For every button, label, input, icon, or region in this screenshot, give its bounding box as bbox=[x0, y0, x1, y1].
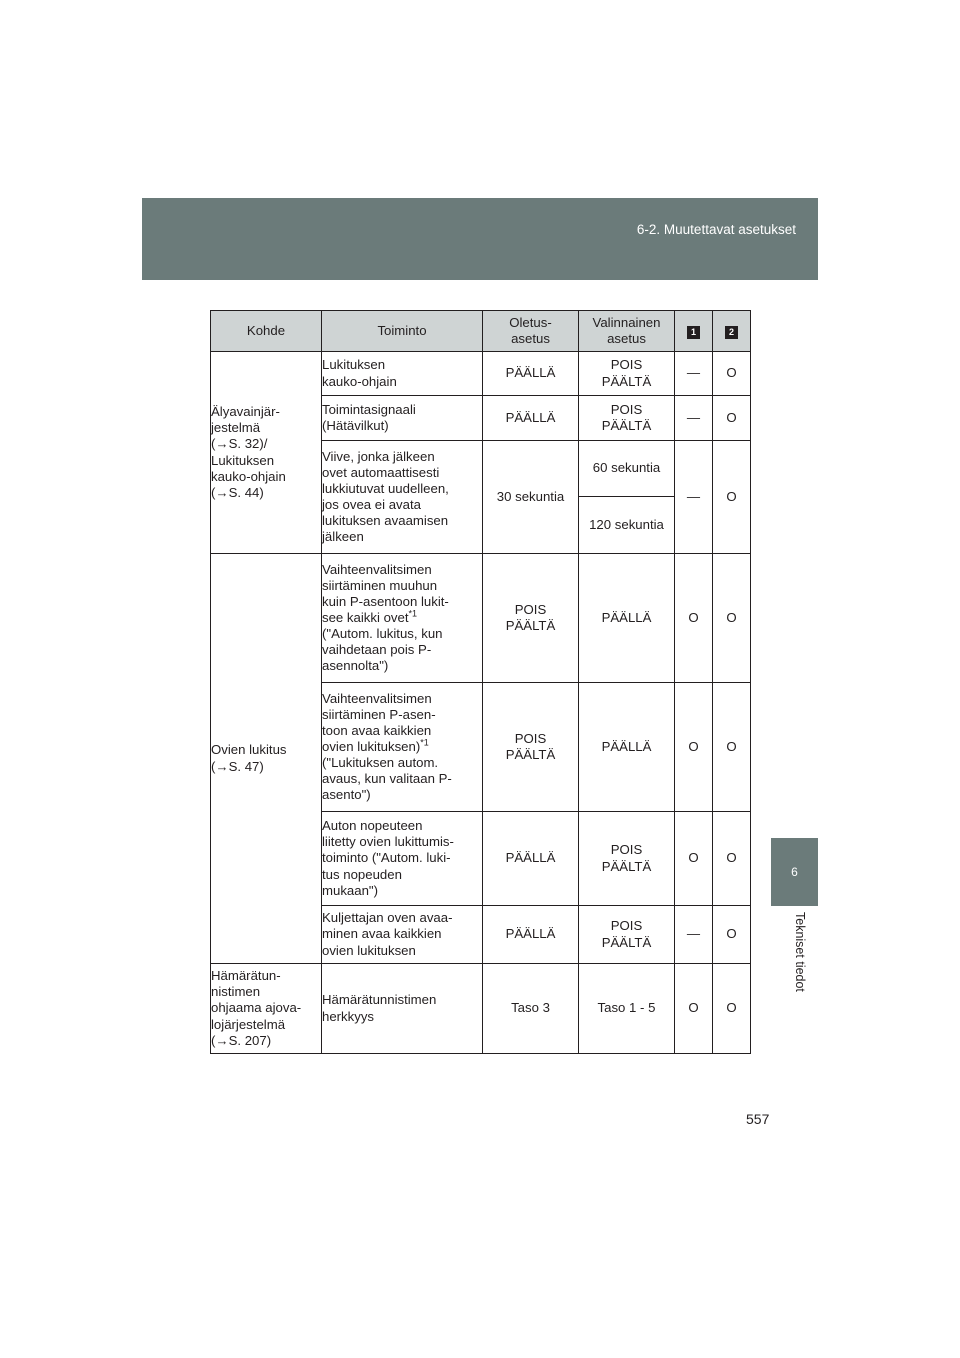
badge-1-icon: 1 bbox=[687, 326, 700, 339]
section-title: 6-2. Muutettavat asetukset bbox=[636, 222, 796, 237]
badge-2-icon: 2 bbox=[725, 326, 738, 339]
header-toiminto: Toiminto bbox=[322, 311, 483, 352]
col2-cell: O bbox=[713, 683, 751, 812]
optional-option-b: 120 sekuntia bbox=[589, 516, 664, 532]
function-cell: Kuljettajan oven avaa- minen avaa kaikkien ovien lukituksen bbox=[322, 906, 483, 964]
header-kohde: Kohde bbox=[211, 311, 322, 352]
page-number: 557 bbox=[746, 1111, 770, 1127]
table-row bbox=[211, 352, 751, 396]
function-cell: Viive, jonka jälkeen ovet automaattisesti lukkiutuvat uudelleen, jos ovea ei avata lukituksen avaamisen jälkeen bbox=[322, 441, 483, 554]
default-cell: PÄÄLLÄ bbox=[483, 812, 579, 906]
function-text: Vaihteenvalitsimen siirtäminen muuhun kuin P-asentoon lukit- see kaikki ovet bbox=[322, 561, 449, 625]
optional-cell: PÄÄLLÄ bbox=[579, 683, 675, 812]
col2-cell: O bbox=[713, 352, 751, 396]
footnote-marker: *1 bbox=[408, 608, 418, 619]
col2-cell: O bbox=[713, 554, 751, 683]
function-note: ("Lukituksen autom. avaus, kun valitaan P- asento") bbox=[322, 755, 452, 803]
section-header-band bbox=[142, 198, 818, 280]
function-text: Vaihteenvalitsimen siirtäminen P-asen- toon avaa kaikkien ovien lukituksen) bbox=[322, 690, 436, 754]
item-cell: Hämärätun- nistimen ohjaama ajova- lojärjestelmä (→S. 207) bbox=[211, 964, 322, 1054]
optional-cell: POIS PÄÄLTÄ bbox=[579, 352, 675, 396]
col2-cell: O bbox=[713, 964, 751, 1054]
header-col2 bbox=[713, 311, 751, 352]
function-cell: Lukituksen kauko-ohjain bbox=[322, 352, 483, 396]
table-row bbox=[211, 964, 751, 1054]
settings-table bbox=[210, 310, 751, 1054]
optional-cell: POIS PÄÄLTÄ bbox=[579, 906, 675, 964]
col1-cell: O bbox=[675, 554, 713, 683]
function-cell bbox=[322, 683, 483, 812]
optional-cell: POIS PÄÄLTÄ bbox=[579, 396, 675, 441]
col1-cell: — bbox=[675, 396, 713, 441]
header-oletus: Oletus- asetus bbox=[483, 311, 579, 352]
default-cell: POIS PÄÄLTÄ bbox=[483, 554, 579, 683]
chapter-label: Tekniset tiedot bbox=[793, 912, 807, 992]
col1-cell: — bbox=[675, 441, 713, 554]
optional-option-a: 60 sekuntia bbox=[579, 441, 674, 497]
header-col1 bbox=[675, 311, 713, 352]
default-cell: Taso 3 bbox=[483, 964, 579, 1054]
table-row bbox=[211, 554, 751, 683]
default-cell: PÄÄLLÄ bbox=[483, 396, 579, 441]
col1-cell: — bbox=[675, 352, 713, 396]
optional-split-cell bbox=[579, 441, 675, 554]
col1-cell: O bbox=[675, 964, 713, 1054]
default-cell: POIS PÄÄLTÄ bbox=[483, 683, 579, 812]
header-valinnainen: Valinnainen asetus bbox=[579, 311, 675, 352]
function-cell: Toimintasignaali (Hätävilkut) bbox=[322, 396, 483, 441]
function-cell: Auton nopeuteen liitetty ovien lukittumis- toiminto ("Autom. luki- tus nopeuden mukaan") bbox=[322, 812, 483, 906]
default-cell: PÄÄLLÄ bbox=[483, 352, 579, 396]
col1-cell: O bbox=[675, 812, 713, 906]
table-header-row bbox=[211, 311, 751, 352]
default-cell: PÄÄLLÄ bbox=[483, 906, 579, 964]
function-note: ("Autom. lukitus, kun vaihdetaan pois P- asennolta") bbox=[322, 626, 443, 674]
col1-cell: O bbox=[675, 683, 713, 812]
col2-cell: O bbox=[713, 906, 751, 964]
optional-cell: PÄÄLLÄ bbox=[579, 554, 675, 683]
chapter-tab bbox=[771, 838, 818, 906]
item-cell: Älyavainjär- jestelmä (→S. 32)/ Lukituksen kauko-ohjain (→S. 44) bbox=[211, 352, 322, 554]
chapter-number: 6 bbox=[791, 865, 798, 879]
function-cell bbox=[322, 554, 483, 683]
item-cell: Ovien lukitus (→S. 47) bbox=[211, 554, 322, 964]
function-cell: Hämärätunnistimen herkkyys bbox=[322, 964, 483, 1054]
footnote-marker: *1 bbox=[420, 737, 429, 748]
optional-cell: Taso 1 - 5 bbox=[579, 964, 675, 1054]
col2-cell: O bbox=[713, 396, 751, 441]
col1-cell: — bbox=[675, 906, 713, 964]
optional-cell: POIS PÄÄLTÄ bbox=[579, 812, 675, 906]
default-cell: 30 sekuntia bbox=[483, 441, 579, 554]
col2-cell: O bbox=[713, 812, 751, 906]
col2-cell: O bbox=[713, 441, 751, 554]
